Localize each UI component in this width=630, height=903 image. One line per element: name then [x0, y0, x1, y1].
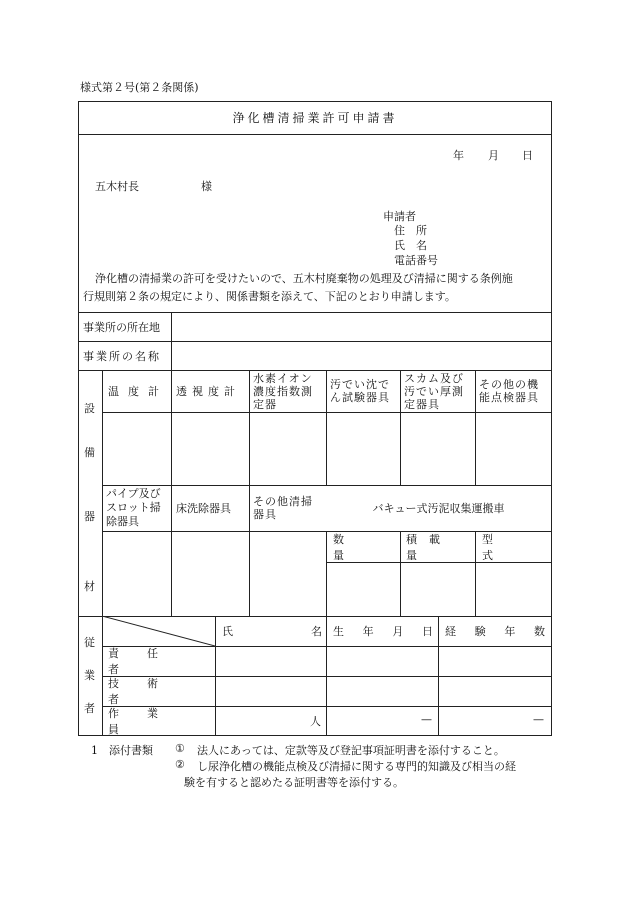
scum-thickness-header-cell	[404, 371, 474, 411]
birth-char-1: 生	[333, 625, 344, 638]
equipment-label-char-3: 器	[84, 510, 95, 523]
addressee-honorific: 様	[201, 180, 212, 193]
applicant-phone: 電話番号	[394, 254, 438, 267]
sludge-settling-header-cell	[330, 371, 398, 411]
capacity-header: 積載量	[406, 532, 452, 562]
worker-birth-dash: —	[421, 713, 432, 726]
staff-label-char-2: 業	[84, 669, 95, 682]
addressee-name: 五木村長	[95, 180, 139, 193]
birth-char-4: 日	[421, 625, 433, 638]
sludge-settling-header: 汚でい沈でん試験器具	[330, 378, 390, 404]
staff-row-worker: 作業員	[108, 706, 186, 736]
floor-cleaning-header: 床洗除器具	[176, 502, 231, 515]
applicant-label: 申請者	[383, 210, 416, 223]
birth-char-2: 年	[362, 625, 374, 638]
pipe-scrubber-header-cell	[106, 486, 170, 530]
date-month: 月	[488, 149, 499, 162]
statement-line1: 浄化槽の清掃業の許可を受けたいので、五木村廃棄物の処理及び清掃に関する条例施	[95, 272, 513, 285]
transparency-meter-header: 透視度計	[176, 385, 240, 398]
model-header: 型式	[482, 532, 527, 562]
staff-experience-header	[445, 616, 545, 646]
equipment-label-char-2: 備	[84, 446, 95, 459]
thermometer-header: 温度計	[108, 385, 168, 398]
notes-item1-mark: ①	[175, 742, 185, 755]
notes-item2-mark: ②	[175, 758, 185, 771]
staff-label-char-1: 従	[84, 636, 95, 649]
staff-label-char-3: 者	[84, 702, 95, 715]
office-location-label: 事業所の所在地	[83, 320, 160, 334]
staff-name-header-left: 氏	[222, 625, 233, 638]
worker-count-unit: 人	[310, 715, 321, 728]
ph-meter-header: 水素イオン濃度指数測定器	[253, 371, 313, 411]
form-number: 様式第２号(第２条関係)	[80, 81, 199, 94]
equipment-label-char-4: 材	[84, 580, 95, 593]
other-cleaning-header-cell	[253, 486, 325, 530]
equipment-label-char-1: 設	[84, 402, 95, 415]
applicant-name: 氏 名	[394, 239, 427, 252]
ph-meter-header-cell	[253, 371, 325, 411]
applicant-address: 住 所	[394, 224, 427, 237]
other-check-header-cell	[479, 371, 550, 411]
statement-line2: 行規則第２条の規定により、関係書類を添えて、下記のとおり申請します。	[83, 290, 456, 303]
experience-char-1: 経	[445, 625, 456, 638]
notes-item2-line1: し尿浄化槽の機能点検及び清掃に関する専門的知識及び相当の経	[197, 760, 516, 773]
date-day: 日	[522, 149, 533, 162]
diagonal-line	[102, 616, 215, 646]
staff-row-responsible: 責任者	[108, 647, 186, 676]
pipe-scrubber-header: パイプ及びスロット掃除器具	[106, 487, 161, 528]
staff-name-header-right: 名	[311, 625, 322, 638]
date-year: 年	[453, 149, 464, 162]
worker-experience-dash: —	[533, 713, 544, 726]
staff-row-technician: 技術者	[108, 677, 186, 706]
experience-char-4: 数	[533, 625, 545, 638]
staff-name-header	[222, 616, 322, 646]
notes-item1: 法人にあっては、定款等及び登記事項証明書を添付すること。	[197, 744, 505, 757]
form-title: 浄化槽清掃業許可申請書	[232, 111, 398, 125]
scum-thickness-header: スカム及び汚でい厚測定器具	[404, 371, 464, 411]
office-name-label: 事業所の名称	[83, 349, 161, 363]
other-check-header: その他の機能点検器具	[479, 378, 539, 404]
quantity-header: 数量	[333, 532, 371, 562]
birth-char-3: 月	[392, 625, 404, 638]
other-cleaning-header: その他清掃器具	[253, 495, 313, 521]
staff-birth-header	[333, 616, 433, 646]
experience-char-2: 験	[474, 625, 486, 638]
vacuum-truck-header: バキュー式汚泥収集運搬車	[372, 502, 505, 515]
experience-char-3: 年	[504, 625, 516, 638]
notes-item2-line2: 験を有すると認めたる証明書等を添付する。	[184, 776, 404, 789]
notes-heading: 1 添付書類	[91, 744, 153, 757]
